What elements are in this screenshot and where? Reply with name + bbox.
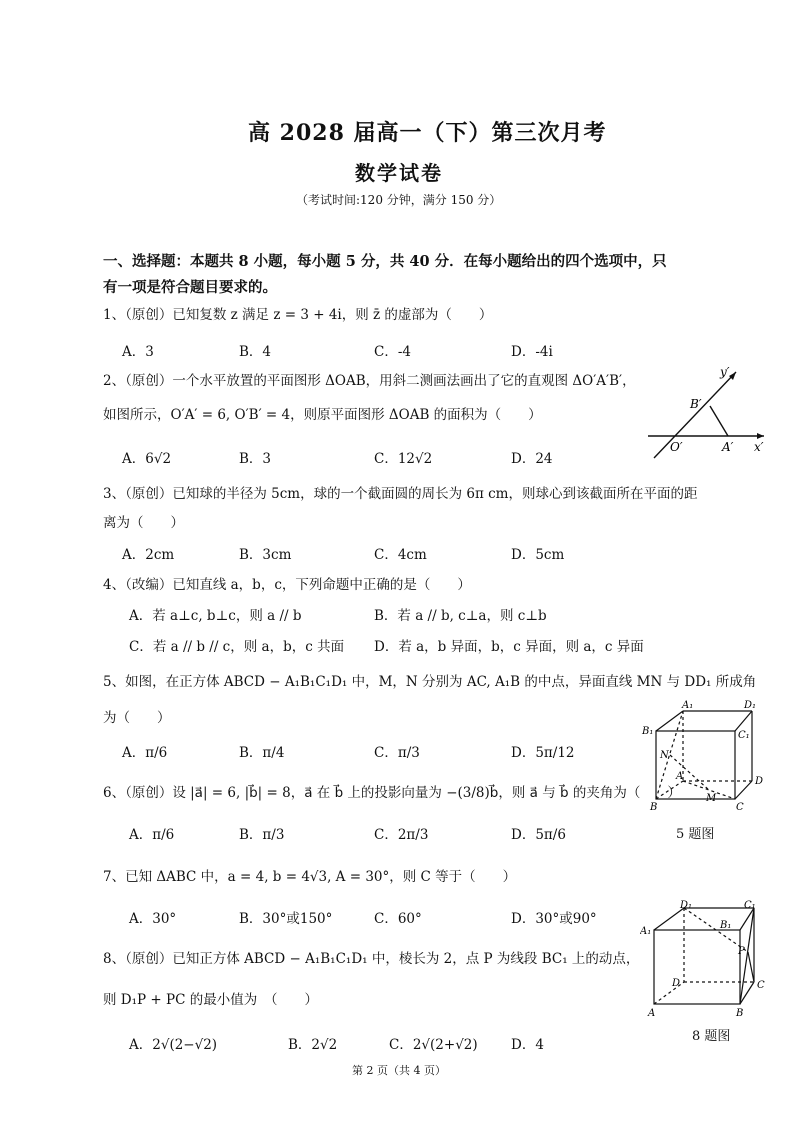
question-7-option-a: A．30°: [129, 911, 177, 927]
label-c1: C₁: [744, 900, 756, 911]
question-2-option-a: A．6√2: [122, 451, 172, 467]
question-5-text-line2: 为（ ）: [103, 710, 171, 726]
question-4-option-a: A．若 a⊥c, b⊥c，则 a // b: [129, 608, 302, 624]
label-o-prime: O′: [670, 440, 683, 454]
question-1-option-d: D．-4i: [511, 344, 553, 360]
question-8-figure-caption: 8 题图: [692, 1029, 731, 1044]
question-5-figure-caption: 5 题图: [676, 827, 715, 842]
label-d1: D₁: [680, 900, 693, 911]
label-a: A: [648, 1008, 656, 1019]
question-5-option-a: A．π/6: [122, 745, 168, 761]
label-d1: D₁: [744, 700, 757, 711]
label-b: B: [650, 802, 658, 813]
question-2-figure: [640, 362, 770, 462]
question-6-option-a: A．π/6: [129, 827, 175, 843]
label-b-prime: B′: [690, 397, 702, 411]
question-5-text-line1: 5、如图，在正方体 ABCD − A₁B₁C₁D₁ 中，M，N 分别为 AC, A₁B 的中点，异面直线 MN 与 DD₁ 所成角: [103, 674, 757, 690]
label-a1: A₁: [640, 926, 652, 937]
cube-edge-b1-a1: [656, 711, 683, 731]
label-x-prime: x′: [754, 440, 764, 454]
label-d: D: [755, 776, 764, 787]
question-7-option-d: D．30°或90°: [511, 911, 597, 927]
label-a1: A₁: [682, 700, 694, 711]
question-4-text: 4、（改编）已知直线 a，b，c，下列命题中正确的是（ ）: [103, 577, 471, 593]
cube-edge-a1-d1: [654, 908, 684, 930]
question-3-option-d: D．5cm: [511, 547, 565, 563]
question-8-text-line1: 8、（原创）已知正方体 ABCD − A₁B₁C₁D₁ 中，棱长为 2，点 P 为线段 BC₁ 上的动点，: [103, 951, 640, 967]
question-6-option-b: B．π/3: [239, 827, 285, 843]
exam-subtitle: 数学试卷: [355, 161, 443, 185]
x-axis-arrow: [757, 433, 764, 439]
question-2-option-c: C．12√2: [374, 451, 433, 467]
question-1-option-a: A．3: [122, 344, 154, 360]
label-a: A: [676, 771, 684, 782]
question-4-option-c: C．若 a // b // c，则 a，b，c 共面: [129, 639, 345, 655]
label-d: D: [672, 978, 681, 989]
exam-time-note: （考试时间:120 分钟，满分 150 分）: [296, 193, 502, 207]
label-c: C: [736, 802, 744, 813]
question-6-text: 6、（原创）设 |a⃗| = 6, |b⃗| = 8，a⃗ 在 b⃗ 上的投影向量为 −(3/8)b⃗，则 a⃗ 与 b⃗ 的夹角为（ ）: [103, 785, 681, 801]
question-2-option-d: D．24: [511, 451, 553, 467]
question-7-text: 7、已知 ΔABC 中，a = 4, b = 4√3, A = 30°，则 C 等于（ ）: [103, 869, 517, 885]
label-y-prime: y′: [720, 365, 730, 379]
question-4-option-d: D．若 a，b 异面，b，c 异面，则 a，c 异面: [374, 639, 644, 655]
question-2-option-b: B．3: [239, 451, 272, 467]
question-3-text-line2: 离为（ ）: [103, 515, 184, 531]
exam-title: 高 2028 届高一（下）第三次月考: [248, 120, 607, 146]
label-b: B: [736, 1008, 744, 1019]
question-8-option-c: C．2√(2+√2): [389, 1037, 478, 1053]
question-8-option-a: A．2√(2−√2): [129, 1037, 218, 1053]
cube-edge-c-d: [735, 781, 752, 799]
question-3-option-c: C．4cm: [374, 547, 427, 563]
label-c: C: [757, 980, 765, 991]
question-5-option-d: D．5π/12: [511, 745, 575, 761]
segment-b-a: [710, 406, 728, 436]
question-5-option-b: B．π/4: [239, 745, 285, 761]
label-m: M: [706, 793, 717, 804]
label-b1: B₁: [642, 726, 654, 737]
question-1-option-c: C．-4: [374, 344, 411, 360]
label-b1: B₁: [720, 920, 732, 931]
question-3-option-b: B．3cm: [239, 547, 292, 563]
question-1-option-b: B．4: [239, 344, 272, 360]
cube-edge-c1-d1: [735, 711, 752, 731]
question-4-option-b: B．若 a // b, c⊥a，则 c⊥b: [374, 608, 547, 624]
question-6-option-c: C．2π/3: [374, 827, 429, 843]
page-footer: 第 2 页（共 4 页）: [352, 1064, 446, 1077]
question-7-option-c: C．60°: [374, 911, 422, 927]
label-p: P: [738, 946, 745, 957]
question-2-text-line2: 如图所示，O′A′ = 6, O′B′ = 4，则原平面图形 ΔOAB 的面积为（ ）: [103, 407, 542, 423]
label-n: N: [660, 750, 669, 761]
question-8-option-d: D．4: [511, 1037, 544, 1053]
question-1-text: 1、（原创）已知复数 z 满足 z = 3 + 4i，则 z̄ 的虚部为（ ）: [103, 307, 493, 323]
question-2-text-line1: 2、（原创）一个水平放置的平面图形 ΔOAB，用斜二测画法画出了它的直观图 ΔO′A′B′，: [103, 373, 636, 389]
question-6-option-d: D．5π/6: [511, 827, 566, 843]
section-heading-line2: 有一项是符合题目要求的。: [103, 279, 277, 296]
label-c1: C₁: [738, 730, 750, 741]
question-7-option-b: B．30°或150°: [239, 911, 333, 927]
question-8-option-b: B．2√2: [288, 1037, 338, 1053]
question-5-option-c: C．π/3: [374, 745, 420, 761]
cube-front-face: [654, 930, 740, 1004]
segment-p-c: [748, 952, 754, 982]
label-a-prime: A′: [722, 440, 734, 454]
question-8-figure: [640, 900, 770, 1020]
question-3-text-line1: 3、（原创）已知球的半径为 5cm，球的一个截面圆的周长为 6π cm，则球心到该截面所在平面的距: [103, 486, 698, 502]
section-heading-line1: 一、选择题：本题共 8 小题，每小题 5 分，共 40 分．在每小题给出的四个选项中，只: [103, 253, 667, 270]
question-8-text-line2: 则 D₁P + PC 的最小值为 （ ）: [103, 992, 318, 1008]
question-3-option-a: A．2cm: [122, 547, 175, 563]
